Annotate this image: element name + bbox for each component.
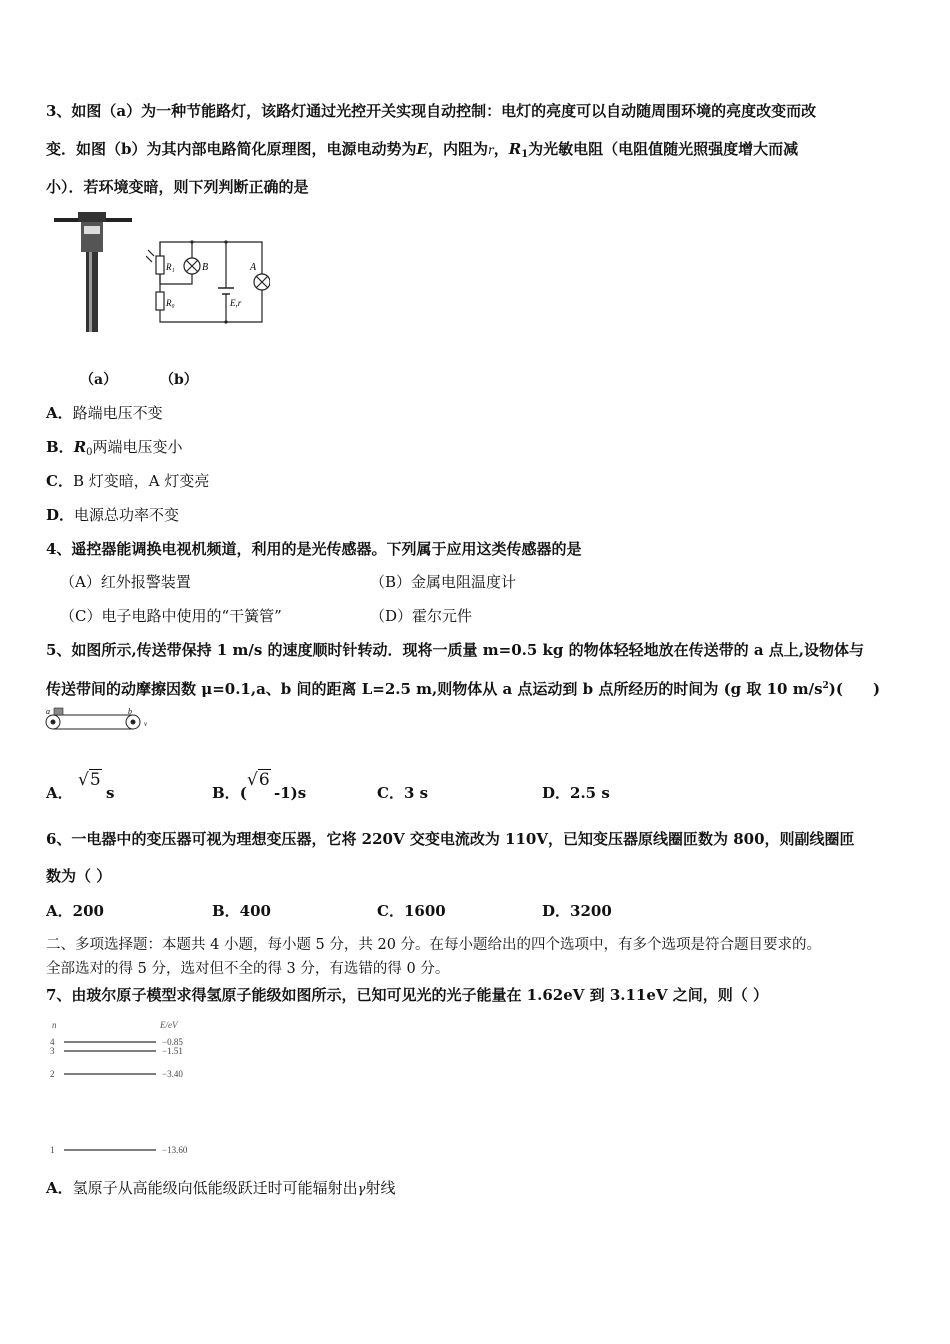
q4-option-c: （C）电子电路中使用的“干簧管” [60, 607, 282, 625]
q5-option-a-unit: s [106, 784, 115, 802]
q3-internal-resistance-symbol: r [487, 143, 494, 157]
lamp-head [78, 212, 106, 222]
axis-label-energy: E/eV [160, 1020, 178, 1030]
q6-option-d: D．3200 [542, 902, 612, 920]
energy-levels [50, 1037, 188, 1155]
gamma-symbol: γ [357, 1182, 366, 1197]
q4-option-b: （B）金属电阻温度计 [370, 573, 517, 591]
pulley-right-axle [131, 720, 135, 724]
sqrt6 [247, 770, 271, 790]
level-energy: −0.85 [162, 1037, 183, 1047]
option-label: B． [212, 784, 240, 802]
q5-option-d: D．2.5 s [542, 784, 610, 802]
option-label: B． [46, 438, 74, 456]
q3-stem-line1: 3、如图（a）为一种节能路灯，该路灯通过光控开关实现自动控制：电灯的亮度可以自动随周围环境的亮度改变而改 [46, 102, 817, 120]
caption-a: （a） [80, 372, 118, 388]
q5-text: )( ) [828, 680, 881, 698]
q3-text: ， [493, 140, 509, 158]
q3-stem-line3: 小）．若环境变暗，则下列判断正确的是 [46, 178, 309, 196]
axis-label-n: n [52, 1020, 57, 1030]
label-r1: R₁ [166, 262, 175, 272]
r0-subscript: 0 [86, 447, 93, 458]
paren: ( [239, 784, 247, 802]
option-label: A． [46, 784, 73, 802]
q4-option-a: （A）红外报警装置 [60, 573, 191, 591]
pulley-left-axle [51, 720, 55, 724]
level-number: 1 [50, 1145, 55, 1155]
junction-dot [190, 240, 193, 243]
q3-stem-line2 [46, 139, 798, 165]
circuit-diagram [146, 232, 270, 328]
belt-label-a: a [46, 707, 50, 716]
option-text: 射线 [365, 1179, 396, 1197]
q3-r1-symbol: R [508, 140, 522, 158]
belt [53, 715, 133, 729]
lamp-pole-highlight [89, 252, 92, 332]
option-text: B 灯变暗，A 灯变亮 [72, 472, 210, 490]
option-text: 两端电压变小 [92, 438, 183, 456]
sqrt-sign-icon: √ [247, 770, 258, 790]
q7-option-a [46, 1178, 395, 1200]
label-b: B [202, 262, 209, 273]
q3-r1-subscript: 1 [521, 149, 529, 160]
circuit-outer-wire [160, 242, 262, 322]
q3-option-a [46, 403, 163, 423]
junction-dot [224, 320, 227, 323]
section2-heading-line1: 二、多项选择题：本题共 4 小题，每小题 5 分，共 20 分。在每小题给出的四个选项中，有多个选项是符合题目要求的。 [46, 937, 822, 953]
q3-option-b [46, 437, 183, 463]
q5-option-b [212, 783, 247, 803]
q4-stem: 4、遥控器能调换电视机频道，利用的是光传感器。下列属于应用这类传感器的是 [46, 540, 582, 558]
option-text: 电源总功率不变 [74, 506, 180, 524]
q6-option-b: B．400 [212, 902, 271, 920]
q5-stem-line2 [46, 676, 880, 699]
q5-option-b-rest: -1)s [274, 784, 307, 802]
label-er: E,r [230, 298, 242, 308]
level-number: 4 [50, 1037, 55, 1047]
q6-stem-line1: 6、一电器中的变压器可视为理想变压器，它将 220V 交变电流改为 110V，已知变压器原线圈匝数为 800，则副线圈匝 [46, 830, 855, 848]
conveyor-belt-figure [44, 706, 154, 734]
r0-symbol: R [73, 438, 87, 456]
q6-stem-line2: 数为（ ） [46, 867, 112, 885]
level-energy: −3.40 [162, 1069, 183, 1079]
energy-level-diagram [46, 1014, 226, 1160]
q3-option-d [46, 505, 179, 525]
option-label: A． [46, 404, 73, 422]
level-energy: −13.60 [162, 1145, 188, 1155]
battery-symbol [218, 288, 234, 294]
q3-text: 变．如图（b）为其内部电路简化原理图，电源电动势为 [46, 140, 417, 158]
section2-heading-line2: 全部选对的得 5 分，选对但不全的得 3 分，有选错的得 0 分。 [46, 961, 450, 977]
q6-option-c: C．1600 [377, 902, 446, 920]
belt-label-b: b [128, 707, 132, 716]
label-a: A [250, 262, 257, 273]
option-label: C． [46, 472, 73, 490]
caption-b: （b） [160, 372, 198, 388]
q7-stem: 7、由玻尔原子模型求得氢原子能级如图所示，已知可见光的光子能量在 1.62eV 到 3.11eV 之间，则（ ） [46, 986, 768, 1004]
level-number: 2 [50, 1069, 55, 1079]
level-number: 3 [50, 1046, 55, 1056]
junction-dot [224, 240, 227, 243]
photoresistor-r1 [156, 256, 164, 274]
q3-text: ，内阻为 [427, 140, 488, 158]
q5-text: 传送带间的动摩擦因数 μ=0.1,a、b 间的距离 L=2.5 m,则物体从 a 点运动到 b 点所经历的时间为 (g 取 10 m/s [46, 680, 823, 698]
sqrt6-radicand: 6 [258, 770, 270, 790]
q3-text: 为光敏电阻（电阻值随光照强度增大而减 [528, 140, 799, 158]
block [54, 708, 63, 715]
level-energy: −1.51 [162, 1046, 183, 1056]
sqrt-sign-icon: √ [78, 770, 89, 790]
light-arrows [146, 250, 154, 262]
q5-stem-line1: 5、如图所示,传送带保持 1 m/s 的速度顺时针转动．现将一质量 m=0.5 kg 的物体轻轻地放在传送带的 a 点上,设物体与 [46, 641, 865, 659]
option-text: 路端电压不变 [72, 404, 163, 422]
q5-superscript: 2 [822, 681, 829, 691]
q5-option-c: C．3 s [377, 784, 429, 802]
sqrt5 [78, 770, 102, 790]
option-text: 氢原子从高能级向低能级跃迁时可能辐射出 [72, 1179, 358, 1197]
q3-option-c [46, 471, 209, 491]
option-label: D． [46, 506, 75, 524]
sqrt5-radicand: 5 [89, 770, 101, 790]
belt-label-v: v [144, 720, 148, 728]
q4-option-d: （D）霍尔元件 [370, 607, 473, 625]
q3-emf-symbol: E [416, 140, 428, 158]
label-r0: R₀ [166, 298, 175, 308]
q5-option-a [46, 783, 73, 803]
lamp-window [84, 226, 100, 234]
resistor-r0 [156, 292, 164, 310]
option-label: A． [46, 1179, 73, 1197]
q6-option-a: A．200 [46, 902, 104, 920]
street-lamp-figure [48, 212, 138, 334]
